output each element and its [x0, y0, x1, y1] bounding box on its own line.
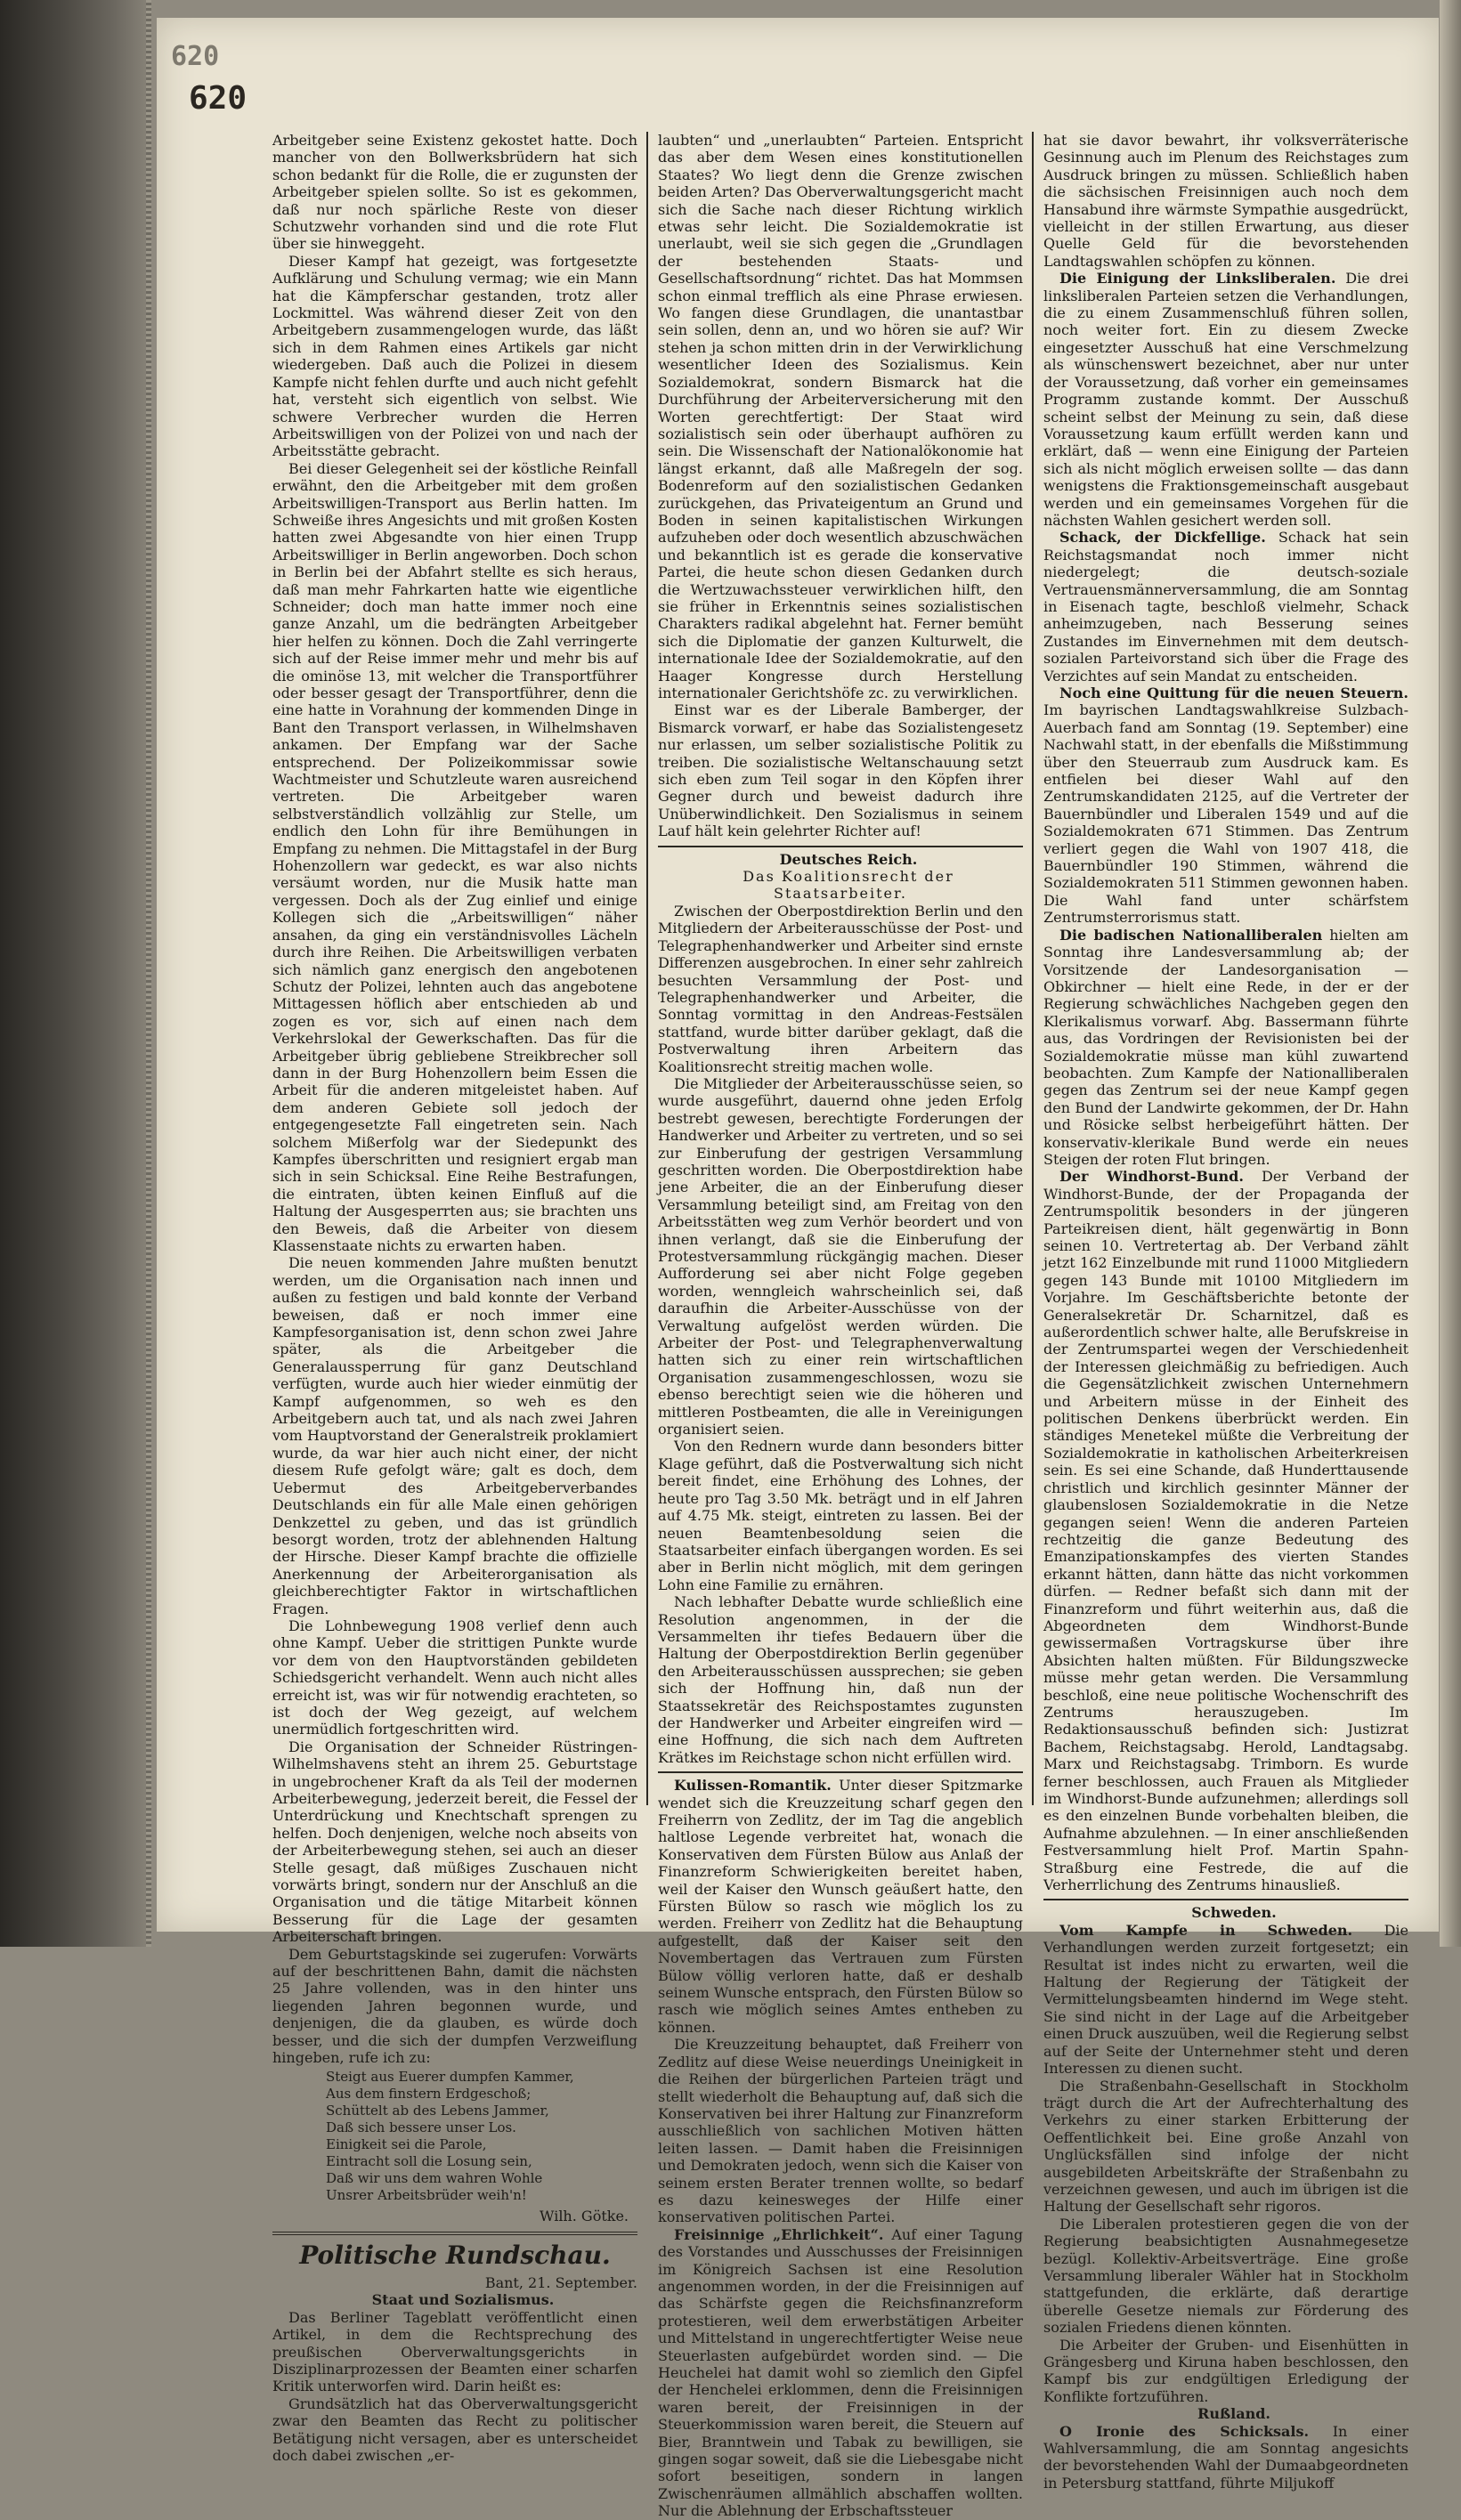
paragraph: Grundsätzlich hat das Oberverwaltungsgericht zwar den Beamten das Recht zu politischer Betätigung nicht versagen, aber es unterscheidet doch dabei zwischen „er-: [272, 2394, 637, 2464]
poem-line: Aus dem finstern Erdgeschoß;: [326, 2085, 532, 2102]
page-number: 620: [189, 80, 248, 117]
column-3: [1043, 132, 1409, 2492]
column-1: [272, 132, 637, 2464]
news-item: [1043, 270, 1408, 529]
article-title: Das Koalitionsrecht der Staatsarbeiter.: [743, 868, 954, 903]
dateline: Bant, 21. September.: [484, 2273, 637, 2291]
item-heading: Kulissen-Romantik.: [674, 1777, 832, 1795]
paragraph: hat sie davor bewahrt, ihr volksverräterische Gesinnung auch im Plenum des Reichstages zum Ausdruck bringen zu müssen. Schließlich haben die sächsischen Freisinnigen auch noch dem Hansabund ihre wärmste Sympathie ausgedrückt, vielleicht in der stillen Erwartung, aus dieser Quelle Geld für die bevorstehenden Landtagswahlen schöpfen zu können.: [1043, 132, 1408, 270]
paragraph: Arbeitgeber seine Existenz gekostet hatte. Doch mancher von den Bollwerksbrüdern hat sich schon bedankt für die Rolle, die er zugunsten der Arbeitgeber spielen sollte. So ist es gekommen, daß nur noch spärliche Reste von dieser Schutzwehr vorhanden sind und die rote Flut über sie hinweggeht.: [272, 132, 637, 253]
paragraph: Zwischen der Oberpostdirektion Berlin und den Mitgliedern der Arbeiterausschüsse der Post- und Telegraphenhandwerker und Arbeiter sind ernste Differenzen ausgebrochen. In einer sehr zahlreich besuchten Versammlung der Post- und Telegraphenhandwerker und Arbeiter, die Sonntag vormittag in den Andreas-Festsälen stattfand, wurde bitter darüber geklagt, daß die Postverwaltung ihren Arbeitern das Koalitionsrecht streitig machen wolle.: [658, 902, 1023, 1075]
poem-line: Daß wir uns dem wahren Wohle: [326, 2169, 543, 2186]
paragraph: Nach lebhafter Debatte wurde schließlich eine Resolution angenommen, in der die Versammelten ihr tiefes Bedauern über die Haltung der Oberpostdirektion Berlin gegenüber den Arbeiterausschüssen aussprechen; sie geben sich der Hoffnung hin, daß nun der Staatssekretär des Reichspostamtes zugunsten der Handwerker und Arbeiter eingreifen wird — eine Hoffnung, die sich nach dem Auftreten Krätkes im Reichstage schon nicht erfüllen wird.: [658, 1593, 1023, 1766]
paragraph: Die Arbeiter der Gruben- und Eisenhütten in Grängesberg und Kiruna haben beschlossen, den Kampf bis zur endgültigen Erledigung der Konflikte fortzuführen.: [1043, 2336, 1408, 2405]
poem-line: Daß sich bessere unser Los.: [326, 2119, 516, 2135]
item-body: Die drei linksliberalen Parteien setzen die Verhandlungen, die zu einem Zusammenschluß führen sollen, noch weiter fort. Ein zu diesem Zwecke eingesetzter Ausschuß hat eine Verschmelzung als wünschenswert bezeichnet, aber nur unter der Voraussetzung, daß vorher ein gemeinsames Programm zustande kommt. Der Ausschuß scheint selbst der Meinung zu sein, daß diese Voraussetzung kaum erfüllt werden kann und erklärt, daß — wenn eine Einigung der Parteien sich als nicht möglich erweisen sollte — das dann wenigstens die Fraktionsgemeinschaft ausgebaut werden und ein gemeinsames Vorgehen für die nächsten Wahlen gesichert werden soll.: [1043, 270, 1408, 529]
section-title: Deutsches Reich.: [779, 850, 918, 868]
column-2: [658, 132, 1023, 2520]
paragraph: Von den Rednern wurde dann besonders bitter Klage geführt, daß die Postverwaltung sich nicht bereit findet, eine Erhöhung des Lohnes, der heute pro Tag 3.50 Mk. beträgt und in elf Jahren auf 4.75 Mk. steigt, eintreten zu lassen. Bei der neuen Beamtenbesoldung seien die Staatsarbeiter einfach übergangen worden. Es sei aber in Berlin nicht möglich, mit dem geringen Lohn eine Familie zu ernähren.: [658, 1438, 1023, 1593]
item-body: Im bayrischen Landtagswahlkreise Sulzbach-Auerbach fand am Sonntag (19. September) eine Nachwahl statt, in der ebenfalls die Mißstimmung über den Steuerraub zum Ausdruck kam. Es entfielen bei dieser Wahl auf den Zentrumskandidaten 2125, auf die Vertreter der Bauernbündler und Liberalen 1549 und auf die Sozialdemokraten 671 Stimmen. Das Zentrum verliert gegen die Wahl von 1907 418, die Bauernbündler 190 Stimmen, während die Sozialdemokraten 511 Stimmen gewonnen haben. Die Wahl fand unter schärfstem Zentrumsterrorismus statt.: [1043, 701, 1408, 927]
item-body: hielten am Sonntag ihre Landesversammlung ab; der Vorsitzende der Landesorganisation — Obkirchner — hielt eine Rede, in der er der Regierung schwächliches Nachgeben gegen den Klerikalismus vorwarf. Abg. Bassermann führte aus, das Vordringen der Revisionisten bei der Sozialdemokratie müsse man kühl zuwartend beobachten. Zum Kampfe der Nationalliberalen gegen das Zentrum sei der neue Kampf gegen den Bund der Landwirte gekommen, der Dr. Hahn und Rösicke selbst herbeigeführt hätten. Der konservativ-klerikale Bund werde ein neues Steigen der roten Flut bringen.: [1043, 926, 1408, 1168]
column-rule: [1032, 132, 1034, 1805]
author-signature: Wilh. Götke.: [540, 2207, 629, 2224]
item-body: Unter dieser Spitzmarke wendet sich die Kreuzzeitung scharf gegen den Freiherrn von Zedlitz, der im Tag die angeblich haltlose Legende verbreitet hat, wonach die Konservativen dem Fürsten Bülow aus Anlaß der Finanzreform Schwierigkeiten bereitet haben, weil der Kaiser den Wunsch geäußert hatte, den Fürsten Bülow so rasch wie möglich los zu werden. Freiherr von Zedlitz hat die Behauptung aufgestellt, daß der Kaiser seit den Novembertagen das Vertrauen zum Fürsten Bülow völlig verloren hatte, daß er deshalb seinem Wunsche entsprach, den Fürsten Bülow so rasch wie möglich seines Amtes entheben zu können.: [658, 1777, 1023, 2036]
column-rule: [646, 132, 648, 1805]
item-heading: Der Windhorst-Bund.: [1059, 1168, 1244, 1186]
book-binding: [0, 0, 151, 1947]
item-heading: Die badischen Nationalliberalen: [1059, 926, 1323, 944]
divider: [272, 2232, 637, 2235]
item-heading: Noch eine Quittung für die neuen Steuern.: [1059, 685, 1408, 701]
news-item: [1043, 685, 1408, 927]
paragraph: [658, 2226, 1023, 2520]
section-title: Rußland.: [1197, 2405, 1270, 2423]
paragraph: laubten“ und „unerlaubten“ Parteien. Entspricht das aber dem Wesen eines konstitutionellen Staates? Wo liegt denn die Grenze zwischen beiden Arten? Das Oberverwaltungsgericht macht sich die Sache nach dieser Richtung wirklich etwas sehr leicht. Die Sozialdemokratie ist unerlaubt, weil sie sich gegen die „Grundlagen der bestehenden Staats- und Gesellschaftsordnung“ richtet. Das hat Mommsen schon einmal trefflich als eine Phrase erwiesen. Wo fangen diese Grundlagen, die unantastbar sein sollen, denn an, und wo hören sie auf? Wir stehen ja schon mitten drin in der Verwirklichung wesentlicher Ideen des Sozialismus. Kein Sozialdemokrat, sondern Bismarck hat die Durchführung der Arbeiterversicherung mit den Worten gerechtfertigt: Der Staat wird sozialistisch sein oder überhaupt aufhören zu sein. Die Wissenschaft der Nationalökonomie hat längst erkannt, daß alle Maßregeln der sog. Bodenreform auf den sozialistischen Gedanken zurückgehen, das Privateigentum an Grund und Boden in seinen kapitalistischen Wirkungen aufzuheben oder doch wesentlich abzuschwächen und bekanntlich ist es gerade die konservative Partei, die heute schon diesen Gedanken durch die Wertzuwachssteuer verwirklichen hilft, den sie früher in Erkenntnis seines sozialistischen Charakters radikal abgelehnt hat. Ferner bemüht sich die Diplomatie der ganzen Kulturwelt, die internationale Idee der Sozialdemokratie, auf den Haager Kongresse durch Herstellung internationaler Gerichtshöfe zc. zu verwirklichen.: [658, 132, 1023, 701]
section-title: Schweden.: [1191, 1904, 1277, 1922]
news-item: [1043, 927, 1408, 1169]
item-body: In einer Wahlversammlung, die am Sonntag angesichts der bevorstehenden Wahl der Dumaabgeordneten in Petersburg stattfand, führte Miljukoff: [1043, 2422, 1408, 2492]
paragraph: Die Kreuzzeitung behauptet, daß Freiherr von Zedlitz auf diese Weise neuerdings Uneinigkeit in die Reihen der bürgerlichen Parteien trägt und stellt wiederholt die Behauptung auf, daß sich die Konservativen bei ihrer Haltung zur Finanzreform ausschließlich von sachlichen Motiven hätten leiten lassen. — Damit haben die Freisinnigen und Demokraten jedoch, wenn sich die Kaiser von seinem ersten Berater trennen wollte, so bedarf es dazu keinesweges der Hilfe einer konservativen politischen Partei.: [658, 2036, 1023, 2226]
item-body: Auf einer Tagung des Vorstandes und Ausschusses der Freisinnigen im Königreich Sachsen ist eine Resolution angenommen worden, in der die Freisinnigen auf das Schärfste gegen die Reichsfinanzreform protestieren, weil dem erwerbstätigen Arbeiter und Mittelstand in ungerechtfertigter Weise neue Steuerlasten aufgebürdet worden sind. — Die Heuchelei hat damit wohl so ziemlich den Gipfel der Henchelei erklommen, denn die Freisinnigen waren bereit, der Freisinnigen in der Steuerkommission waren bereit, die Steuern auf Bier, Branntwein und Tabak zu bewilligen, sie gingen sogar soweit, daß sie die Liebesgabe nicht sofort beseitigen, sondern in langen Zwischenräumen allmählich abschaffen wollten. Nur die Ablehnung der Erbschaftssteuer: [658, 2225, 1023, 2520]
poem: [326, 2069, 637, 2204]
news-item: [1043, 529, 1408, 685]
paragraph: Das Berliner Tageblatt veröffentlicht einen Artikel, in dem die Rechtsprechung des preußischen Oberverwaltungsgerichts in Disziplinarprozessen der Beamten einer scharfen Kritik unterworfen wird. Darin heißt es:: [272, 2308, 637, 2395]
poem-line: Schüttelt ab des Lebens Jammer,: [326, 2102, 549, 2119]
divider: [658, 1771, 1023, 1773]
paragraph: Die Lohnbewegung 1908 verlief denn auch ohne Kampf. Ueber die strittigen Punkte wurde vor dem von den Hauptvorständen gebildeten Schiedsgericht verhandelt. Wenn auch nicht alles erreicht ist, was wir für notwendig erachteten, so ist doch der Weg gezeigt, auf welchem unermüdlich fortgeschritten wird.: [272, 1617, 637, 1738]
paragraph: Dem Geburtstagskinde sei zugerufen: Vorwärts auf der beschrittenen Bahn, damit die nächsten 25 Jahre vollenden, was in den hinter uns liegenden Jahren begonnen wurde, und denjenigen, die da glauben, es würde doch besser, und die sich der dumpfen Verzweiflung hingeben, rufe ich zu:: [272, 1945, 637, 2067]
item-body: Die Verhandlungen werden zurzeit fortgesetzt; ein Resultat ist indes nicht zu erwarten, weil die Haltung der Regierung der Tätigkeit der Vermittelungsbeamten hindernd im Wege steht. Sie sind nicht in der Lage auf die Arbeitgeber einen Druck auszuüben, weil die Regierung selbst auf der Seite der Unternehmer steht und deren Interessen zu dienen sucht.: [1043, 1921, 1409, 2078]
item-heading: Freisinnige „Ehrlichkeit“.: [674, 2225, 884, 2243]
paragraph: Die Organisation der Schneider Rüstringen-Wilhelmshavens steht an ihrem 25. Geburtstage in ungebrochener Kraft da als Teil der modernen Arbeiterbewegung, jederzeit bereit, die Fessel der Unterdrückung und Knechtschaft sprengen zu helfen. Doch denjenigen, welche noch abseits von der Arbeiterbewegung stehen, sei auch an dieser Stelle gesagt, daß müßiges Zuschauen nicht vorwärts bringt, sondern nur der Anschluß an die Organisation und die tätige Mitarbeit können Besserung für die Lage der gesamten Arbeiterschaft bringen.: [272, 1738, 637, 1946]
paragraph: Die Liberalen protestieren gegen die von der Regierung beabsichtigten Ausnahmegesetze bezügl. Kollektiv-Arbeitsverträge. Eine große Versammlung liberaler Wähler hat in Stockholm stattgefunden, die erklärte, daß derartige überelle Gesetze niemals zur Förderung des sozialen Friedens dienen könnten.: [1043, 2215, 1408, 2337]
article-title: Staat und Sozialismus.: [371, 2291, 555, 2309]
page-edge: [1440, 0, 1461, 1947]
paragraph: [658, 1777, 1023, 2036]
paragraph: Bei dieser Gelegenheit sei der köstliche Reinfall erwähnt, den die Arbeitgeber mit dem großen Arbeitswilligen-Transport aus Berlin hatten. Im Schweiße ihres Angesichts und mit großen Kosten hatten zwei Abgesandte von hier einen Trupp Arbeitswilliger in Berlin angeworben. Doch schon in Berlin bei der Abfahrt stellte es sich heraus, daß man mehr Fahrkarten hatte wie eigentliche Schneider; doch man hatte immer noch eine ganze Anzahl, um die bedrängten Arbeitgeber hier helfen zu können. Doch die Zahl verringerte sich auf der Reise immer mehr und mehr bis auf die ominöse 13, mit welcher die Transportführer oder besser gesagt der Transportführer, denn die eine hatte in Vorahnung der kommenden Dinge in Bant den Transport verlassen, in Wilhelmshaven ankamen. Der Empfang war der Sache entsprechend. Der Polizeikommissar sowie Wachtmeister und Schutzleute waren ausreichend vertreten. Die Arbeitgeber waren selbstverständlich vollzählig zur Stelle, um endlich den Lohn für ihre Bemühungen in Empfang zu nehmen. Die Mittagstafel in der Burg Hohenzollern war gedeckt, es war also nichts versäumt worden, nur die Musik hatte man vergessen. Doch als der Zug einlief und einige Kollegen sich die „Arbeitswilligen“ näher ansahen, da ging ein verständnisvolles Lächeln durch ihre Reihen. Die Arbeitswilligen verbaten sich nämlich ganz energisch den angebotenen Schutz der Polizei, lehnten auch das angebotene Mittagessen höflich aber entschieden ab und zogen es vor, sich auf einen nach dem Verkehrslokal der Gewerkschaften. Das für die Arbeitgeber übrig gebliebene Streikbrecher soll dann in der Burg Hohenzollern beim Essen die Arbeit für die anderen mitgeleistet haben. Auf dem anderen Gebiete soll jedoch der entgegengesetzte Fall eingetreten sein. Nach solchem Mißerfolg war der Siedepunkt des Kampfes überschritten und resigniert ergab man sich in sein Schicksal. Eine Reihe Bestrafungen, die eintraten, übten keinen Einfluß auf die Haltung der Ausgesperrten aus; sie brachten uns den Beweis, daß die Arbeiter von diesem Klassenstaate nichts zu erwarten haben.: [272, 459, 637, 1254]
item-heading: Die Einigung der Linksliberalen.: [1059, 270, 1336, 288]
poem-line: Steigt aus Euerer dumpfen Kammer,: [326, 2068, 574, 2085]
paragraph: Die Mitglieder der Arbeiterausschüsse seien, so wurde ausgeführt, dauernd ohne jeden Erfolg bestrebt gewesen, berechtigte Forderungen der Handwerker und Arbeiter zu vertreten, und so sei zur Einberufung der gestrigen Versammlung geschritten worden. Die Oberpostdirektion habe jene Arbeiter, die an der Einberufung dieser Versammlung beteiligt sind, am Freitag von den Arbeitsstätten weg zum Verhör beordert und von ihnen verlangt, daß sie die Einberufung der Protestversammlung rückgängig machen. Dieser Aufforderung sei aber nicht Folge gegeben worden, wenngleich wahrscheinlich sei, daß daraufhin die Arbeiter-Ausschüsse von der Verwaltung aufgelöst werden würden. Die Arbeiter der Post- und Telegraphenverwaltung hatten sich zu einer rein wirtschaftlichen Organisation zusammengeschlossen, wozu sie ebenso berechtigt seien wie die höheren und mittleren Postbeamten, die alle in Vereinigungen organisiert seien.: [658, 1074, 1023, 1438]
poem-line: Einigkeit sei die Parole,: [326, 2135, 487, 2152]
paragraph: Die Straßenbahn-Gesellschaft in Stockholm trägt durch die Art der Aufrechterhaltung des Verkehrs zu einer starken Erbitterung der Oeffentlichkeit bei. Eine große Anzahl von Unglücksfällen sind infolge der nicht ausgebildeten Arbeitskräfte der Straßenbahn zu verzeichnen gewesen, und auch im übrigen ist die Haltung der Gesellschaft sehr rigoros.: [1043, 2077, 1408, 2216]
paragraph: Die neuen kommenden Jahre mußten benutzt werden, um die Organisation nach innen und außen zu festigen und bald konnte der Verband beweisen, daß er noch immer eine Kampfesorganisation ist, denn schon zwei Jahre später, als die Arbeitgeber die Generalaussperrung für ganz Deutschland verfügten, wurde auch hier wieder einmütig der Kampf aufgenommen, so weh es den Arbeitgebern auch tat, und als nach zwei Jahren vom Hauptvorstand der Generalstreik proklamiert wurde, da war hier auch nicht einer, der nicht diesem Rufe gefolgt wäre; galt es doch, dem Uebermut des Arbeitgeberverbandes Deutschlands ein für alle Male einen gehörigen Denkzettel zu geben, und das ist gründlich besorgt worden, trotz der ablehnenden Haltung der Hirsche. Dieser Kampf brachte die offizielle Anerkennung der Arbeiterorganisation als gleichberechtigter Faktor in wirtschaftlichen Fragen.: [272, 1254, 637, 1617]
paragraph: Dieser Kampf hat gezeigt, was fortgesetzte Aufklärung und Schulung vermag; wie ein Mann hat die Kämpferschar gestanden, trotz aller Lockmittel. Was während dieser Zeit von den Arbeitgebern zusammengelogen wurde, das läßt sich in dem Rahmen eines Artikels gar nicht wiedergeben. Daß auch die Polizei in diesem Kampfe nicht fehlen durfte und auch nicht gefehlt hat, versteht sich eigentlich von selbst. Wie schwere Verbrecher wurden die Herren Arbeitswilligen von der Polizei von und nach der Arbeitsstätte gebracht.: [272, 252, 637, 460]
divider: [1043, 1899, 1408, 1900]
crossed-page-number: 620: [171, 41, 220, 72]
item-heading: O Ironie des Schicksals.: [1059, 2422, 1310, 2440]
section-title: Politische Rundschau.: [299, 2240, 611, 2270]
poem-line: Unsrer Arbeitsbrüder weih'n!: [326, 2186, 527, 2203]
news-item: [1043, 1922, 1408, 2078]
news-item: [1043, 2423, 1408, 2492]
divider: [658, 846, 1023, 847]
paragraph: Einst war es der Liberale Bamberger, der Bismarck vorwarf, er habe das Sozialistengesetz nur erlassen, um selber sozialistische Politik zu treiben. Die sozialistische Weltanschauung setzt sich eben zum Teil sogar in den Köpfen ihrer Gegner durch und beweist dadurch ihre Unüberwindlichkeit. Den Sozialismus in seinem Lauf hält kein gelehrter Richter auf!: [658, 701, 1023, 840]
newspaper-page: [157, 18, 1439, 2520]
item-heading: Schack, der Dickfellige.: [1059, 529, 1266, 547]
poem-line: Eintracht soll die Losung sein,: [326, 2152, 532, 2169]
item-body: Der Verband der Windhorst-Bunde, der der Propaganda der Zentrumspolitik besonders in der jüngeren Parteikreisen dient, hält gegenwärtig in Bonn seinen 10. Vertretertag ab. Der Verband zählt jetzt 162 Einzelbunde mit rund 11000 Mitgliedern gegen 143 Bunde mit 10100 Mitgliedern im Vorjahre. Im Geschäftsberichte betonte der Generalsekretär Dr. Scharnitzel, daß es außerordentlich schwer halte, alle Berufskreise in der Zentrumspartei wegen der Verschiedenheit der Interessen gleichmäßig zu befriedigen. Auch die Gegensätzlichkeit zwischen Unternehmern und Arbeitern müsse in der Einheit des politischen Denkens überbrückt werden. Ein ständiges Menetekel müßte die Verbreitung der Sozialdemokratie in katholischen Arbeiterkreisen sein. Es sei eine Schande, daß Hunderttausende christlich und kirchlich gesinnter Männer der glaubenslosen Sozialdemokratie in die Netze gegangen seien! Wenn die anderen Parteien rechtzeitig die ganze Bedeutung des Emanzipationskampfes des vierten Standes erkannt hätten, dann hätte das nicht vorkommen dürfen. — Redner befaßt sich dann mit der Finanzreform und führt weiterhin aus, daß die Abgeordneten dem Windhorst-Bunde gewissermaßen Vortragskurse über ihre Absichten halten müßten. Für Bildungszwecke müsse mehr getan werden. Die Versammlung beschloß, eine neue politische Wochenschrift des Zentrums herauszugeben. Im Redaktionsausschuß befinden sich: Justizrat Bachem, Reichstagsabg. Herold, Landtagsabg. Marx und Reichstagsabg. Trimborn. Es wurde ferner beschlossen, auch Frauen als Mitglieder im Windhorst-Bunde aufzunehmen; allerdings soll es den einzelnen Bunde vorbehalten bleiben, die Aufnahme abzulehnen. — In einer anschließenden Festversammlung hielt Prof. Martin Spahn-Straßburg eine Festrede, die auf die Verherrlichung des Zentrums hinausließ.: [1043, 1168, 1408, 1894]
item-heading: Vom Kampfe in Schweden.: [1059, 1921, 1353, 1939]
news-item: [1043, 1168, 1408, 1893]
item-body: Schack hat sein Reichstagsmandat noch immer nicht niedergelegt; die deutsch-soziale Vertrauensmännerversammlung, die am Sonntag in Eisenach tagte, beschloß vielmehr, Schack anheimzugeben, nach Besserung seines Zustandes im Einvernehmen mit dem deutsch-sozialen Parteivorstand sich über die Frage des Verzichtes auf sein Mandat zu entscheiden.: [1043, 529, 1409, 685]
